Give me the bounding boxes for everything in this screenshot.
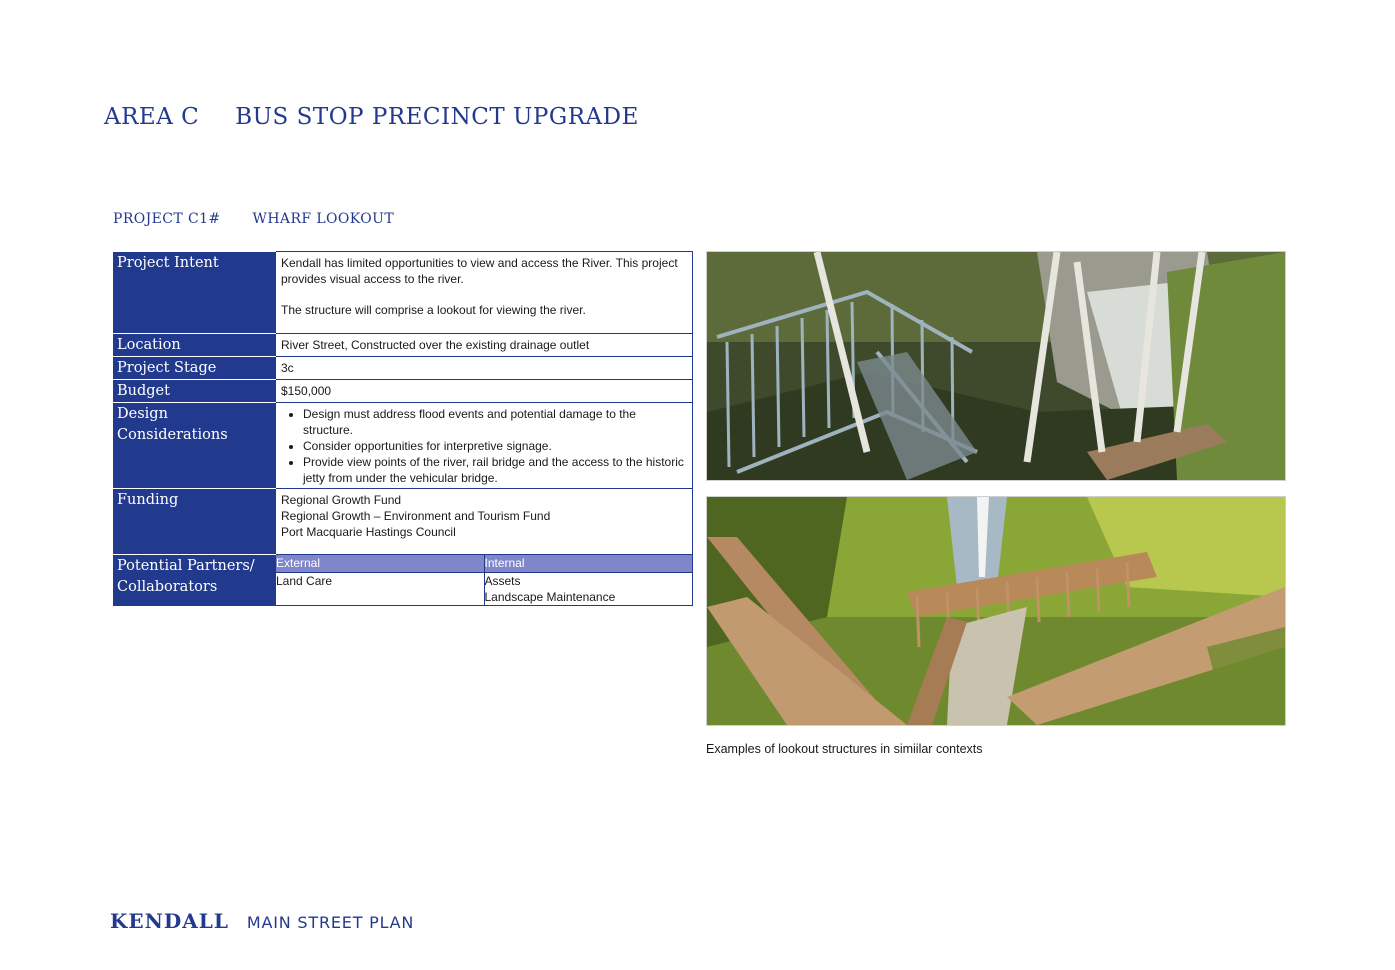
project-code: PROJECT C1#	[113, 211, 221, 227]
row-project-intent	[113, 252, 693, 334]
funding-item: Port Macquarie Hastings Council	[281, 524, 456, 539]
row-funding	[113, 488, 693, 554]
page-title	[104, 104, 639, 130]
project-intent-paragraph-1: Kendall has limited opportunities to view and access the River. This project provides visual access to the river.	[281, 256, 678, 286]
partners-internal-item: Landscape Maintenance	[484, 589, 616, 604]
project-stage-value: 3c	[276, 356, 693, 379]
budget-label: Budget	[113, 379, 276, 402]
funding-value	[276, 488, 693, 554]
footer-subtitle: MAIN STREET PLAN	[246, 913, 415, 932]
row-partners	[113, 554, 693, 605]
partners-body-row	[276, 572, 692, 605]
design-item: • Consider opportunities for interpretive signage.	[303, 438, 688, 454]
partners-header-row	[276, 555, 692, 573]
area-title-text: BUS STOP PRECINCT UPGRADE	[235, 104, 639, 130]
lookout-photo-metal	[706, 251, 1286, 481]
project-intent-label: Project Intent	[113, 252, 276, 334]
location-label: Location	[113, 333, 276, 356]
partners-internal-item: Assets	[484, 573, 521, 588]
area-code: AREA C	[104, 104, 200, 130]
funding-item: Regional Growth Fund	[281, 492, 402, 507]
project-intent-paragraph-2: The structure will comprise a lookout for viewing the river.	[281, 303, 586, 317]
partners-internal-header: Internal	[484, 555, 692, 573]
row-design-considerations	[113, 402, 693, 488]
partners-external-value: Land Care	[276, 573, 333, 588]
row-budget	[113, 379, 693, 402]
footer-brand: KENDALL	[110, 909, 229, 933]
photo-caption: Examples of lookout structures in simiilar contexts	[706, 742, 983, 756]
row-location	[113, 333, 693, 356]
location-value: River Street, Constructed over the existing drainage outlet	[276, 333, 693, 356]
project-heading	[113, 211, 394, 227]
funding-label: Funding	[113, 488, 276, 554]
row-project-stage	[113, 356, 693, 379]
project-stage-label: Project Stage	[113, 356, 276, 379]
budget-value: $150,000	[276, 379, 693, 402]
design-considerations-list	[281, 406, 688, 486]
project-table	[113, 251, 693, 606]
partners-external-header: External	[276, 555, 484, 573]
partners-internal-value	[484, 572, 692, 605]
footer	[110, 909, 414, 933]
funding-item: Regional Growth – Environment and Tourism Fund	[281, 508, 551, 523]
design-item: • Design must address flood events and potential damage to the structure.	[303, 406, 688, 438]
design-item: • Provide view points of the river, rail bridge and the access to the historic jetty from under the vehicular bridge.	[303, 454, 688, 486]
project-intent-value	[276, 252, 693, 334]
design-considerations-value	[276, 402, 693, 488]
partners-value	[276, 554, 693, 605]
project-name: WHARF LOOKOUT	[252, 211, 395, 227]
partners-label: Potential Partners/ Collaborators	[113, 554, 276, 605]
lookout-photo-timber	[706, 496, 1286, 726]
partners-subtable	[276, 555, 692, 605]
design-considerations-label: Design Considerations	[113, 402, 276, 488]
